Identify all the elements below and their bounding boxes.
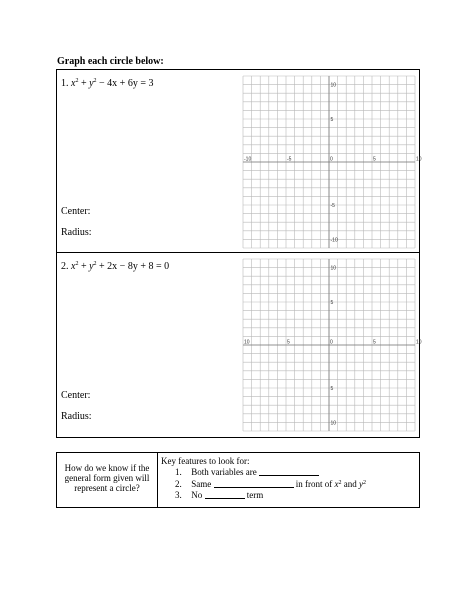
y-tick-label: 5 <box>330 386 334 392</box>
y-tick-label: 10 <box>330 265 337 272</box>
y-tick-label: -5 <box>330 203 335 209</box>
problem-2-equation <box>61 261 169 272</box>
y-tick-label: 5 <box>330 300 334 306</box>
eq-exponent: 2 <box>93 78 97 84</box>
x-tick-label: 5 <box>287 339 290 346</box>
eq-exponent: 2 <box>75 78 79 84</box>
exponent: 2 <box>338 480 342 486</box>
key-features-box <box>56 452 420 508</box>
eq-term: y <box>89 261 94 272</box>
item-number: 3. <box>175 490 182 500</box>
x-tick-label: 5 <box>373 156 376 163</box>
center-label: Center: <box>61 206 91 217</box>
coordinate-grid-2 <box>243 259 422 431</box>
fill-blank[interactable] <box>205 490 245 499</box>
fill-blank[interactable] <box>259 467 319 476</box>
circle-question: How do we know if the general form given will represent a circle? <box>64 463 150 493</box>
var-x: x <box>334 479 339 489</box>
eq-term: x <box>71 78 76 89</box>
eq-rest: − 4x + 6y = 3 <box>99 78 154 89</box>
y-tick-label: 5 <box>330 117 334 123</box>
eq-exponent: 2 <box>93 261 97 267</box>
exponent: 2 <box>363 480 366 486</box>
features-title: Key features to look for: <box>161 456 250 466</box>
y-tick-label: 10 <box>330 420 337 427</box>
x-tick-label: 10 <box>416 339 422 346</box>
x-tick-label: -5 <box>287 156 292 163</box>
features-list <box>161 456 366 501</box>
item-text: in front of <box>295 479 333 489</box>
divider <box>157 453 158 507</box>
eq-rest: + 2x − 8y + 8 = 0 <box>99 261 170 272</box>
fill-blank[interactable] <box>214 479 294 488</box>
item-number: 1. <box>175 467 182 477</box>
x-tick-label: 0 <box>330 156 333 163</box>
item-text: Same <box>191 479 212 489</box>
y-tick-label: 10 <box>330 82 337 89</box>
feature-item-1 <box>161 467 366 478</box>
radius-label: Radius: <box>61 227 92 238</box>
problem-1-number: 1. <box>61 78 69 89</box>
feature-item-3 <box>161 490 366 501</box>
x-tick-label: 0 <box>330 339 333 346</box>
item-text: and <box>343 479 357 489</box>
x-tick-label: 10 <box>416 156 422 163</box>
feature-item-2 <box>161 478 366 490</box>
var-y: y <box>359 479 363 489</box>
problem-2-number: 2. <box>61 261 69 272</box>
center-label: Center: <box>61 390 91 401</box>
problem-2-box <box>56 253 420 438</box>
eq-term: x <box>71 261 76 272</box>
page-heading: Graph each circle below: <box>57 56 164 67</box>
item-text: term <box>246 490 264 500</box>
radius-label: Radius: <box>61 411 92 422</box>
item-text: No <box>191 490 203 500</box>
y-tick-label: -10 <box>330 237 338 244</box>
x-tick-label: -10 <box>244 156 252 163</box>
x-tick-label: 5 <box>373 339 376 346</box>
problem-1-equation <box>61 78 153 89</box>
coordinate-grid-1 <box>243 76 422 248</box>
eq-operator: + <box>80 78 87 89</box>
item-number: 2. <box>175 479 182 489</box>
eq-operator: + <box>80 261 87 272</box>
eq-term: y <box>89 78 94 89</box>
problem-1-box <box>56 69 420 253</box>
item-text: Both variables are <box>191 467 257 477</box>
eq-exponent: 2 <box>75 261 79 267</box>
x-tick-label: 10 <box>244 339 250 346</box>
